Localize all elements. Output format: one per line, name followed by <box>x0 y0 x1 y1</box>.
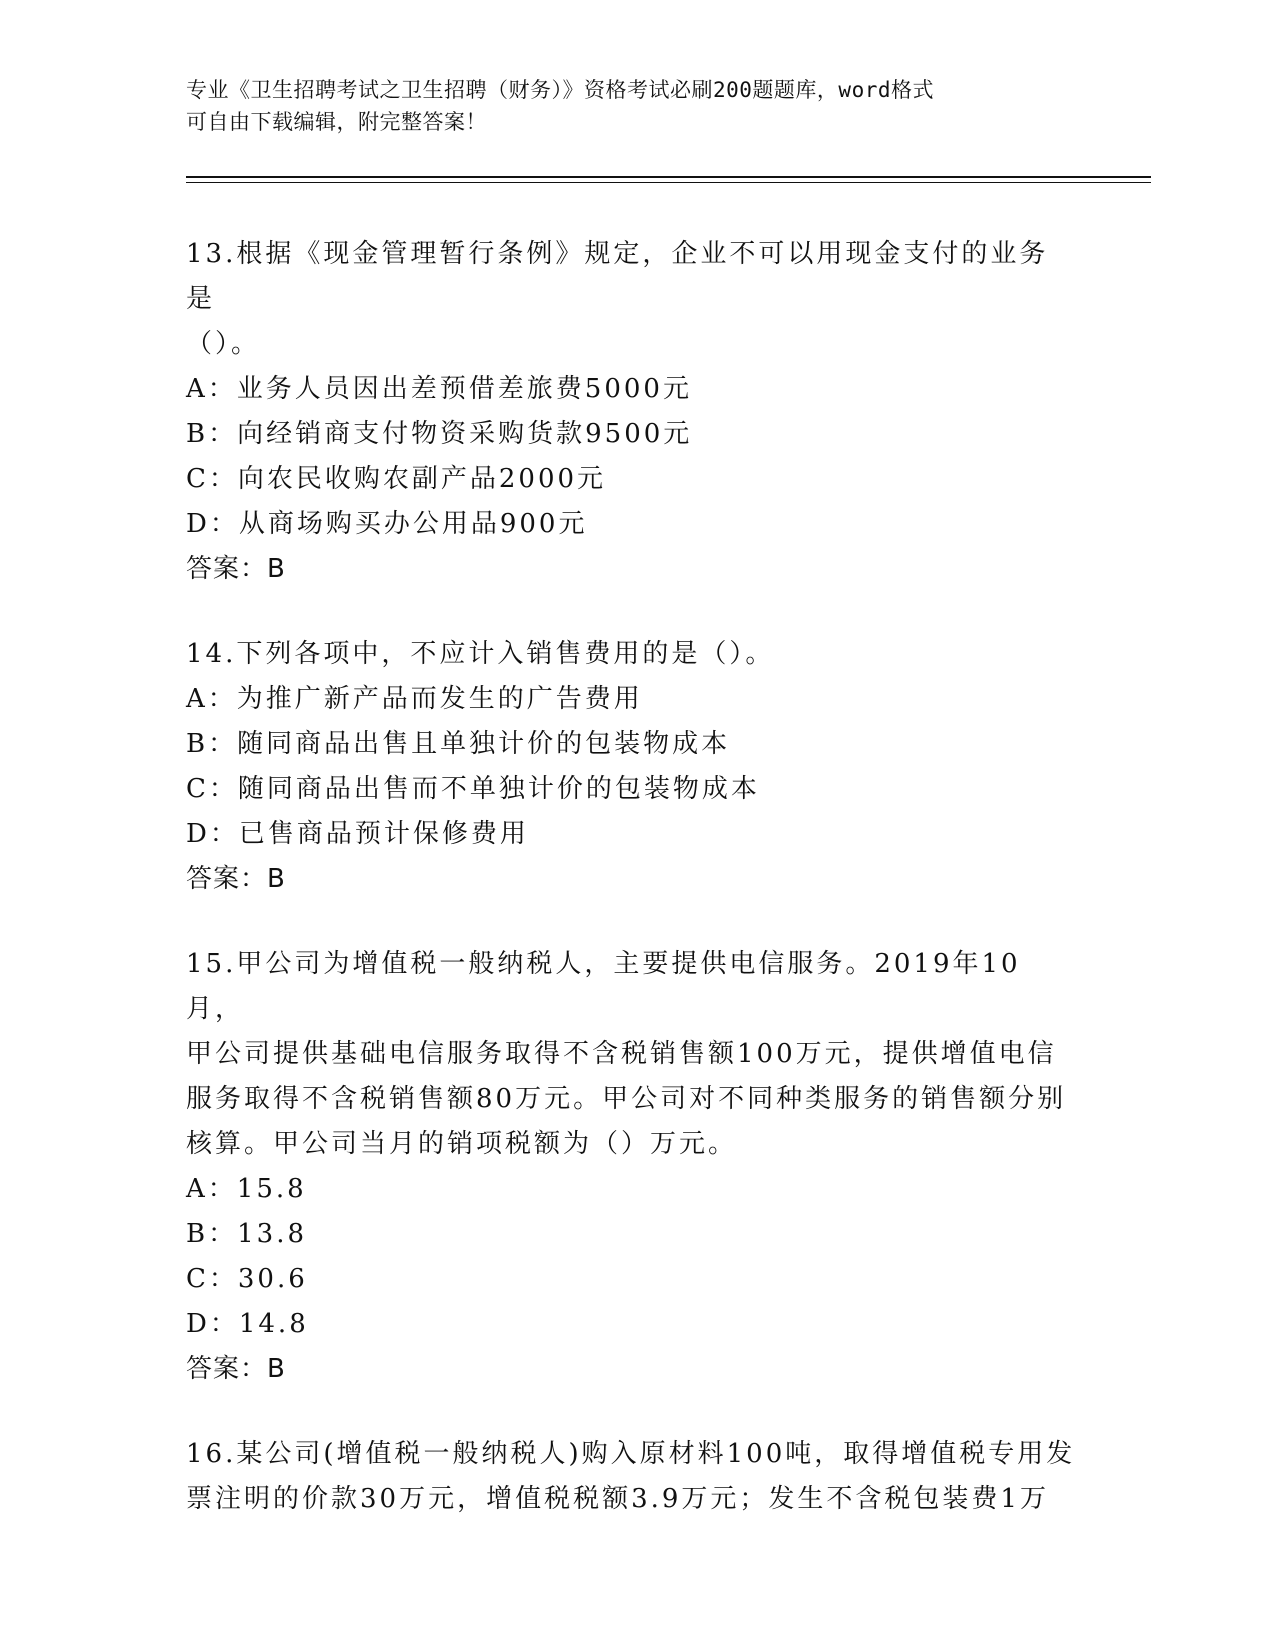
header-divider-thin <box>186 182 1151 183</box>
answer-line: 答案：B <box>186 1354 286 1384</box>
header-line-1: 专业《卫生招聘考试之卫生招聘（财务）》资格考试必刷200题题库，word格式 <box>186 78 934 102</box>
question-15 <box>186 942 1076 1392</box>
question-stem-line: 核算。甲公司当月的销项税额为（）万元。 <box>186 1129 738 1159</box>
option-d: D：已售商品预计保修费用 <box>186 819 529 849</box>
question-stem-line: 15.甲公司为增值税一般纳税人，主要提供电信服务。2019年10月， <box>186 949 1021 1024</box>
option-a: A：15.8 <box>186 1174 307 1204</box>
header-divider-thick <box>186 176 1151 178</box>
question-stem-line: 16.某公司(增值税一般纳税人)购入原材料100吨，取得增值税专用发 <box>186 1439 1076 1469</box>
question-stem-line: 甲公司提供基础电信服务取得不含税销售额100万元，提供增值电信 <box>186 1039 1057 1069</box>
question-14 <box>186 632 1076 902</box>
answer-line: 答案：B <box>186 864 286 894</box>
question-13 <box>186 232 1076 592</box>
answer-line: 答案：B <box>186 554 286 584</box>
question-list <box>186 232 1076 1562</box>
question-16 <box>186 1432 1076 1522</box>
option-c: C：向农民收购农副产品2000元 <box>186 464 607 494</box>
question-stem-line: 14.下列各项中，不应计入销售费用的是（）。 <box>186 639 775 669</box>
option-b: B：13.8 <box>186 1219 307 1249</box>
option-b: B：随同商品出售且单独计价的包装物成本 <box>186 729 731 759</box>
question-stem-line: 服务取得不含税销售额80万元。甲公司对不同种类服务的销售额分别 <box>186 1084 1067 1114</box>
option-c: C：随同商品出售而不单独计价的包装物成本 <box>186 774 760 804</box>
question-stem-line: 13.根据《现金管理暂行条例》规定，企业不可以用现金支付的业务是 <box>186 239 1049 314</box>
option-c: C：30.6 <box>186 1264 308 1294</box>
document-header <box>186 74 1086 138</box>
question-stem-line: 票注明的价款30万元，增值税税额3.9万元；发生不含税包装费1万 <box>186 1484 1049 1514</box>
question-stem-line: （）。 <box>186 329 261 359</box>
option-a: A：业务人员因出差预借差旅费5000元 <box>186 374 692 404</box>
option-a: A：为推广新产品而发生的广告费用 <box>186 684 643 714</box>
header-line-2: 可自由下载编辑，附完整答案！ <box>186 110 487 134</box>
option-d: D：从商场购买办公用品900元 <box>186 509 588 539</box>
option-d: D：14.8 <box>186 1309 309 1339</box>
option-b: B：向经销商支付物资采购货款9500元 <box>186 419 693 449</box>
